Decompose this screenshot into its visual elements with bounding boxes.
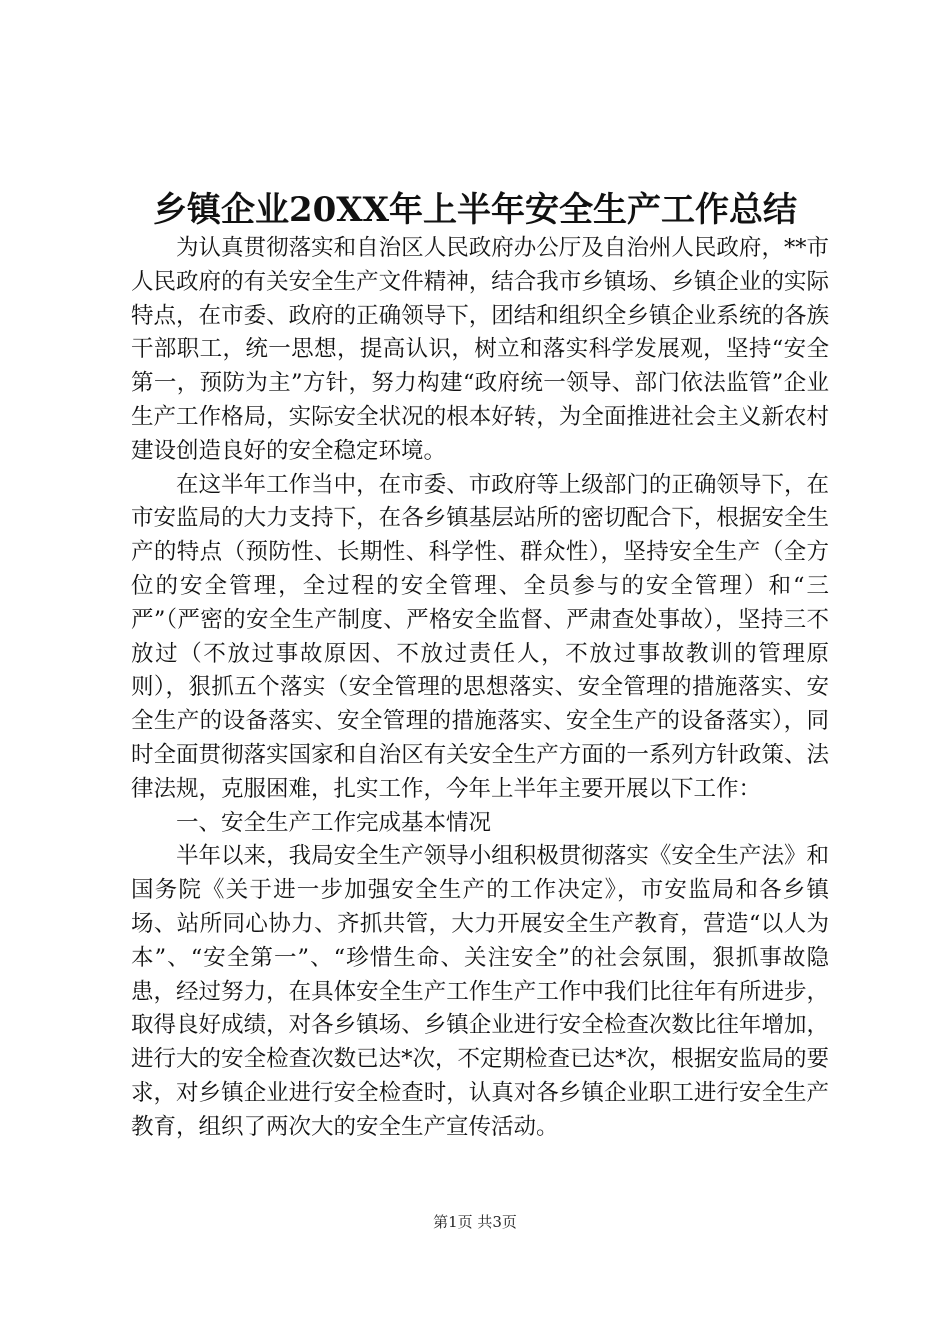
section-heading: 一、安全生产工作完成基本情况 bbox=[176, 809, 492, 836]
paragraph-intro: 为认真贯彻落实和自治区人民政府办公厅及自治州人民政府，**市人民政府的有关安全生产文件精神，结合我市乡镇场、乡镇企业的实际特点，在市委、政府的正确领导下，团结和组织全乡镇企业系统的各族干部职工，统一思想，提高认识，树立和落实科学发展观，坚持“安全第一，预防为主”方针，努力构建“政府统一领导、部门依法监管”企业生产工作格局，实际安全状况的根本好转，为全面推进社会主义新农村建设创造良好的安全稳定环境。 bbox=[131, 235, 829, 464]
paragraph-work-overview: 在这半年工作当中，在市委、市政府等上级部门的正确领导下，在市安监局的大力支持下，在各乡镇基层站所的密切配合下，根据安全生产的特点（预防性、长期性、科学性、群众性），坚持安全生产（全方位的安全管理，全过程的安全管理、全员参与的安全管理）和“三严”（严密的安全生产制度、严格安全监督、严肃查处事故），坚持三不放过（不放过事故原因、不放过责任人，不放过事故教训的管理原则），狠抓五个落实（安全管理的思想落实、安全管理的措施落实、安全生产的设备落实、安全管理的措施落实、安全生产的设备落实），同时全面贯彻落实国家和自治区有关安全生产方面的一系列方针政策、法律法规，克服困难，扎实工作，今年上半年主要开展以下工作： bbox=[131, 471, 829, 802]
paragraph-section-1: 半年以来，我局安全生产领导小组积极贯彻落实《安全生产法》和国务院《关于进一步加强安全生产的工作决定》，市安监局和各乡镇场、站所同心协力、齐抓共管，大力开展安全生产教育，营造“以人为本”、“安全第一”、“珍惜生命、关注安全”的社会氛围，狠抓事故隐患，经过努力，在具体安全生产工作生产工作中我们比往年有所进步，取得良好成绩，对各乡镇场、乡镇企业进行安全检查次数比往年增加，进行大的安全检查次数已达*次，不定期检查已达*次，根据安监局的要求，对乡镇企业进行安全检查时，认真对各乡镇企业职工进行安全生产教育，组织了两次大的安全生产宣传活动。 bbox=[131, 843, 829, 1140]
document-body bbox=[131, 232, 829, 1145]
document-title: 乡镇企业20XX年上半年安全生产工作总结 bbox=[152, 190, 798, 230]
page-number-footer: 第1页 共3页 bbox=[433, 1213, 517, 1231]
